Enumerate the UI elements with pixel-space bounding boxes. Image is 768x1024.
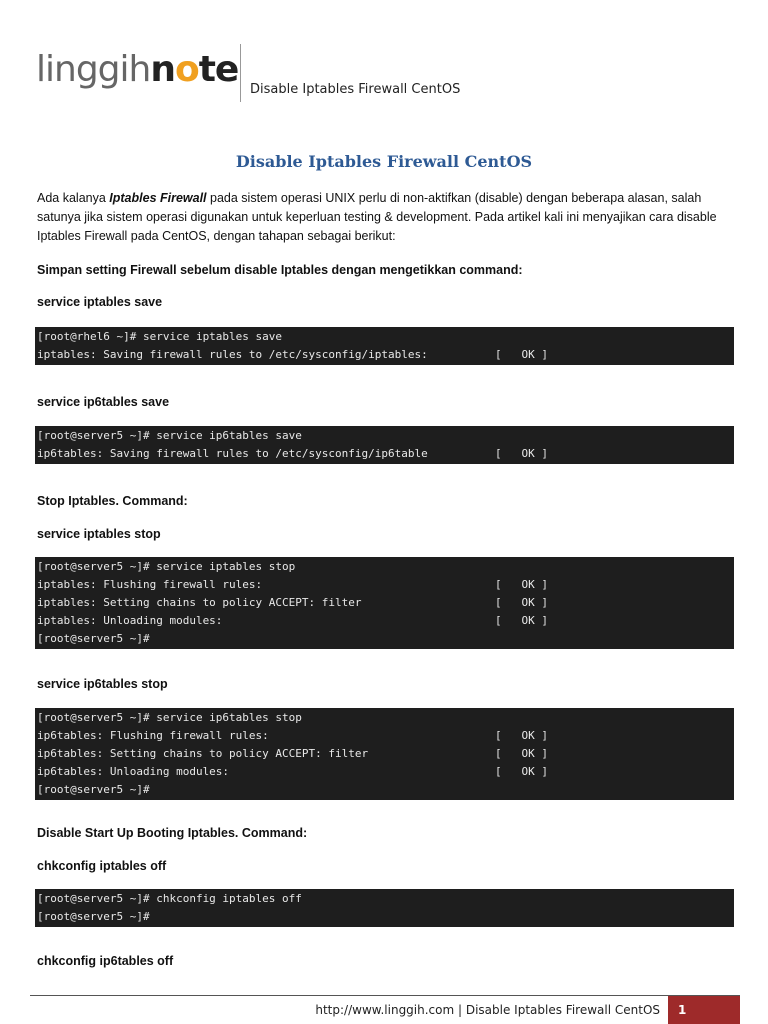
intro-post: pada sistem operasi UNIX perlu di non-aktifkan (disable) dengan beberapa alasan, salah satunya jika sistem operasi digunakan untuk keperluan testing & development. Pada artikel kali ini menyajikan cara disable Iptables Firewall pada CentOS, dengan tahapan sebagai berikut:	[37, 191, 717, 243]
command-label-chkconfig-iptables: chkconfig iptables off	[37, 859, 167, 873]
terminal-ip6tables-stop	[35, 708, 734, 800]
terminal-status-ok: [ OK ]	[495, 578, 548, 591]
terminal-iptables-stop	[35, 557, 734, 649]
terminal-status-ok: [ OK ]	[495, 596, 548, 609]
terminal-line	[37, 328, 732, 346]
terminal-line	[37, 908, 732, 926]
intro-pre: Ada kalanya	[37, 191, 110, 205]
terminal-line	[37, 727, 732, 745]
terminal-line-text: [root@server5 ~]# service ip6tables save	[37, 429, 302, 442]
terminal-status-ok: [ OK ]	[495, 447, 548, 460]
terminal-line-text: iptables: Saving firewall rules to /etc/sysconfig/iptables:	[37, 348, 428, 361]
section-heading-stop: Stop Iptables. Command:	[37, 494, 188, 508]
terminal-line-text: [root@server5 ~]#	[37, 910, 150, 923]
terminal-line	[37, 612, 732, 630]
terminal-ip6tables-save	[35, 426, 734, 464]
terminal-line	[37, 445, 732, 463]
terminal-status-ok: [ OK ]	[495, 747, 548, 760]
page-title: Disable Iptables Firewall CentOS	[235, 152, 533, 171]
terminal-line-text: ip6tables: Flushing firewall rules:	[37, 729, 269, 742]
header-title: Disable Iptables Firewall CentOS	[250, 82, 461, 97]
terminal-line	[37, 709, 732, 727]
terminal-chkconfig-iptables	[35, 889, 734, 927]
command-label-iptables-stop: service iptables stop	[37, 527, 161, 541]
header-divider	[240, 44, 241, 102]
terminal-status-ok: [ OK ]	[495, 729, 548, 742]
terminal-line	[37, 427, 732, 445]
terminal-line	[37, 576, 732, 594]
terminal-line	[37, 594, 732, 612]
terminal-line-text: iptables: Setting chains to policy ACCEPT: filter	[37, 596, 362, 609]
page-number-badge: 1	[668, 996, 740, 1024]
command-label-ip6tables-stop: service ip6tables stop	[37, 677, 168, 691]
terminal-line-text: [root@server5 ~]# service ip6tables stop	[37, 711, 302, 724]
terminal-line-text: [root@server5 ~]#	[37, 783, 150, 796]
terminal-line-text: [root@server5 ~]#	[37, 632, 150, 645]
command-label-ip6tables-save: service ip6tables save	[37, 395, 170, 409]
terminal-iptables-save	[35, 327, 734, 365]
logo-text-light: linggih	[36, 49, 151, 90]
terminal-line-text: [root@rhel6 ~]# service iptables save	[37, 330, 283, 343]
terminal-line	[37, 630, 732, 648]
terminal-line-text: iptables: Flushing firewall rules:	[37, 578, 263, 591]
command-label-iptables-save: service iptables save	[37, 295, 163, 309]
footer-divider	[30, 995, 740, 996]
terminal-line-text: ip6tables: Setting chains to policy ACCEPT: filter	[37, 747, 369, 760]
logo-text-bold-end: te	[198, 49, 239, 90]
terminal-line-text: ip6tables: Unloading modules:	[37, 765, 230, 778]
terminal-line	[37, 558, 732, 576]
site-logo	[36, 49, 239, 90]
command-label-chkconfig-ip6tables: chkconfig ip6tables off	[37, 954, 174, 968]
terminal-line	[37, 745, 732, 763]
logo-text-accent: o	[174, 49, 199, 90]
terminal-line-text: [root@server5 ~]# chkconfig iptables off	[37, 892, 302, 905]
terminal-status-ok: [ OK ]	[495, 765, 548, 778]
intro-paragraph	[37, 189, 737, 246]
intro-emphasis: Iptables Firewall	[109, 191, 207, 205]
section-heading-save: Simpan setting Firewall sebelum disable Iptables dengan mengetikkan command:	[37, 263, 523, 277]
terminal-line-text: ip6tables: Saving firewall rules to /etc/sysconfig/ip6table	[37, 447, 428, 460]
terminal-line	[37, 346, 732, 364]
terminal-line-text: iptables: Unloading modules:	[37, 614, 223, 627]
logo-text-bold: n	[150, 49, 175, 90]
terminal-line	[37, 763, 732, 781]
footer-text: http://www.linggih.com | Disable Iptables Firewall CentOS	[315, 1003, 660, 1017]
terminal-line-text: [root@server5 ~]# service iptables stop	[37, 560, 296, 573]
terminal-line	[37, 890, 732, 908]
terminal-line	[37, 781, 732, 799]
terminal-status-ok: [ OK ]	[495, 614, 548, 627]
terminal-status-ok: [ OK ]	[495, 348, 548, 361]
section-heading-disable-boot: Disable Start Up Booting Iptables. Command:	[37, 826, 308, 840]
